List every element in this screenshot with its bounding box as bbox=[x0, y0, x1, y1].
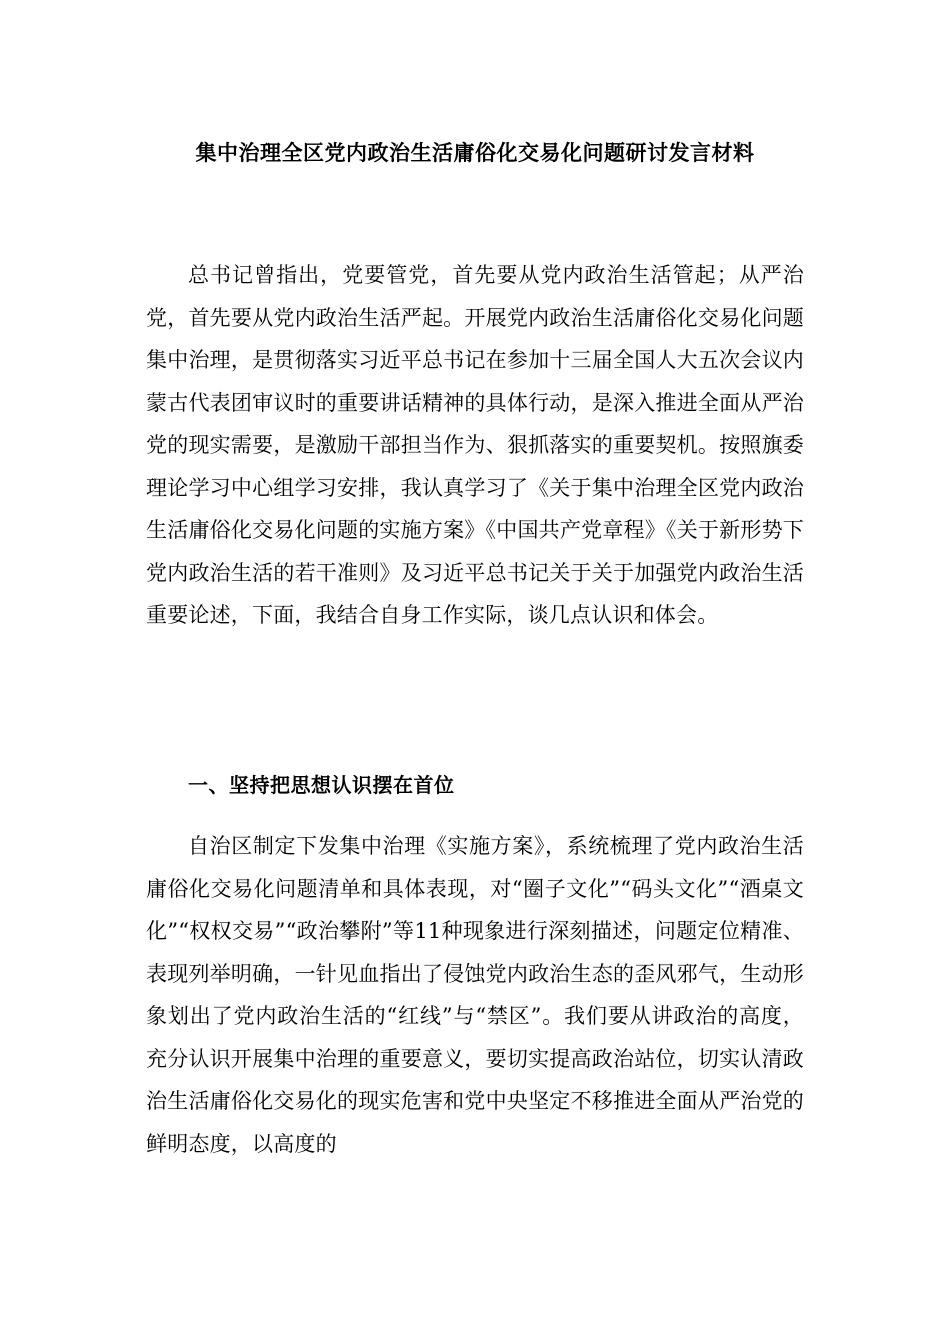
section-heading-1: 一、坚持把思想认识摆在首位 bbox=[188, 773, 455, 797]
paragraph-intro: 总书记曾指出，党要管党，首先要从党内政治生活管起；从严治党，首先要从党内政治生活严起。开展党内政治生活庸俗化交易化问题集中治理，是贯彻落实习近平总书记在参加十三届全国人大五次会议内蒙古代表团审议时的重要讲话精神的具体行动，是深入推进全面从严治党的现实需要，是激励干部担当作为、狠抓落实的重要契机。按照旗委理论学习中心组学习安排，我认真学习了《关于集中治理全区党内政治生活庸俗化交易化问题的实施方案》《中国共产党章程》《关于新形势下党内政治生活的若干准则》及习近平总书记关于关于加强党内政治生活重要论述，下面，我结合自身工作实际，谈几点认识和体会。 bbox=[146, 263, 804, 627]
paragraph-section-1: 自治区制定下发集中治理《实施方案》，系统梳理了党内政治生活庸俗化交易化问题清单和具体表现，对“圈子文化”“码头文化”“酒桌文化”“权权交易”“政治攀附”等11种现象进行深刻描述，问题定位精准、表现列举明确，一针见血指出了侵蚀党内政治生态的歪风邪气，生动形象划出了党内政治生活的“红线”与“禁区”。我们要从讲政治的高度，充分认识开展集中治理的重要意义，要切实提高政治站位，切实认清政治生活庸俗化交易化的现实危害和党中央坚定不移推进全面从严治党的鲜明态度，以高度的 bbox=[146, 834, 804, 1156]
document-title: 集中治理全区党内政治生活庸俗化交易化问题研讨发言材料 bbox=[195, 141, 755, 165]
